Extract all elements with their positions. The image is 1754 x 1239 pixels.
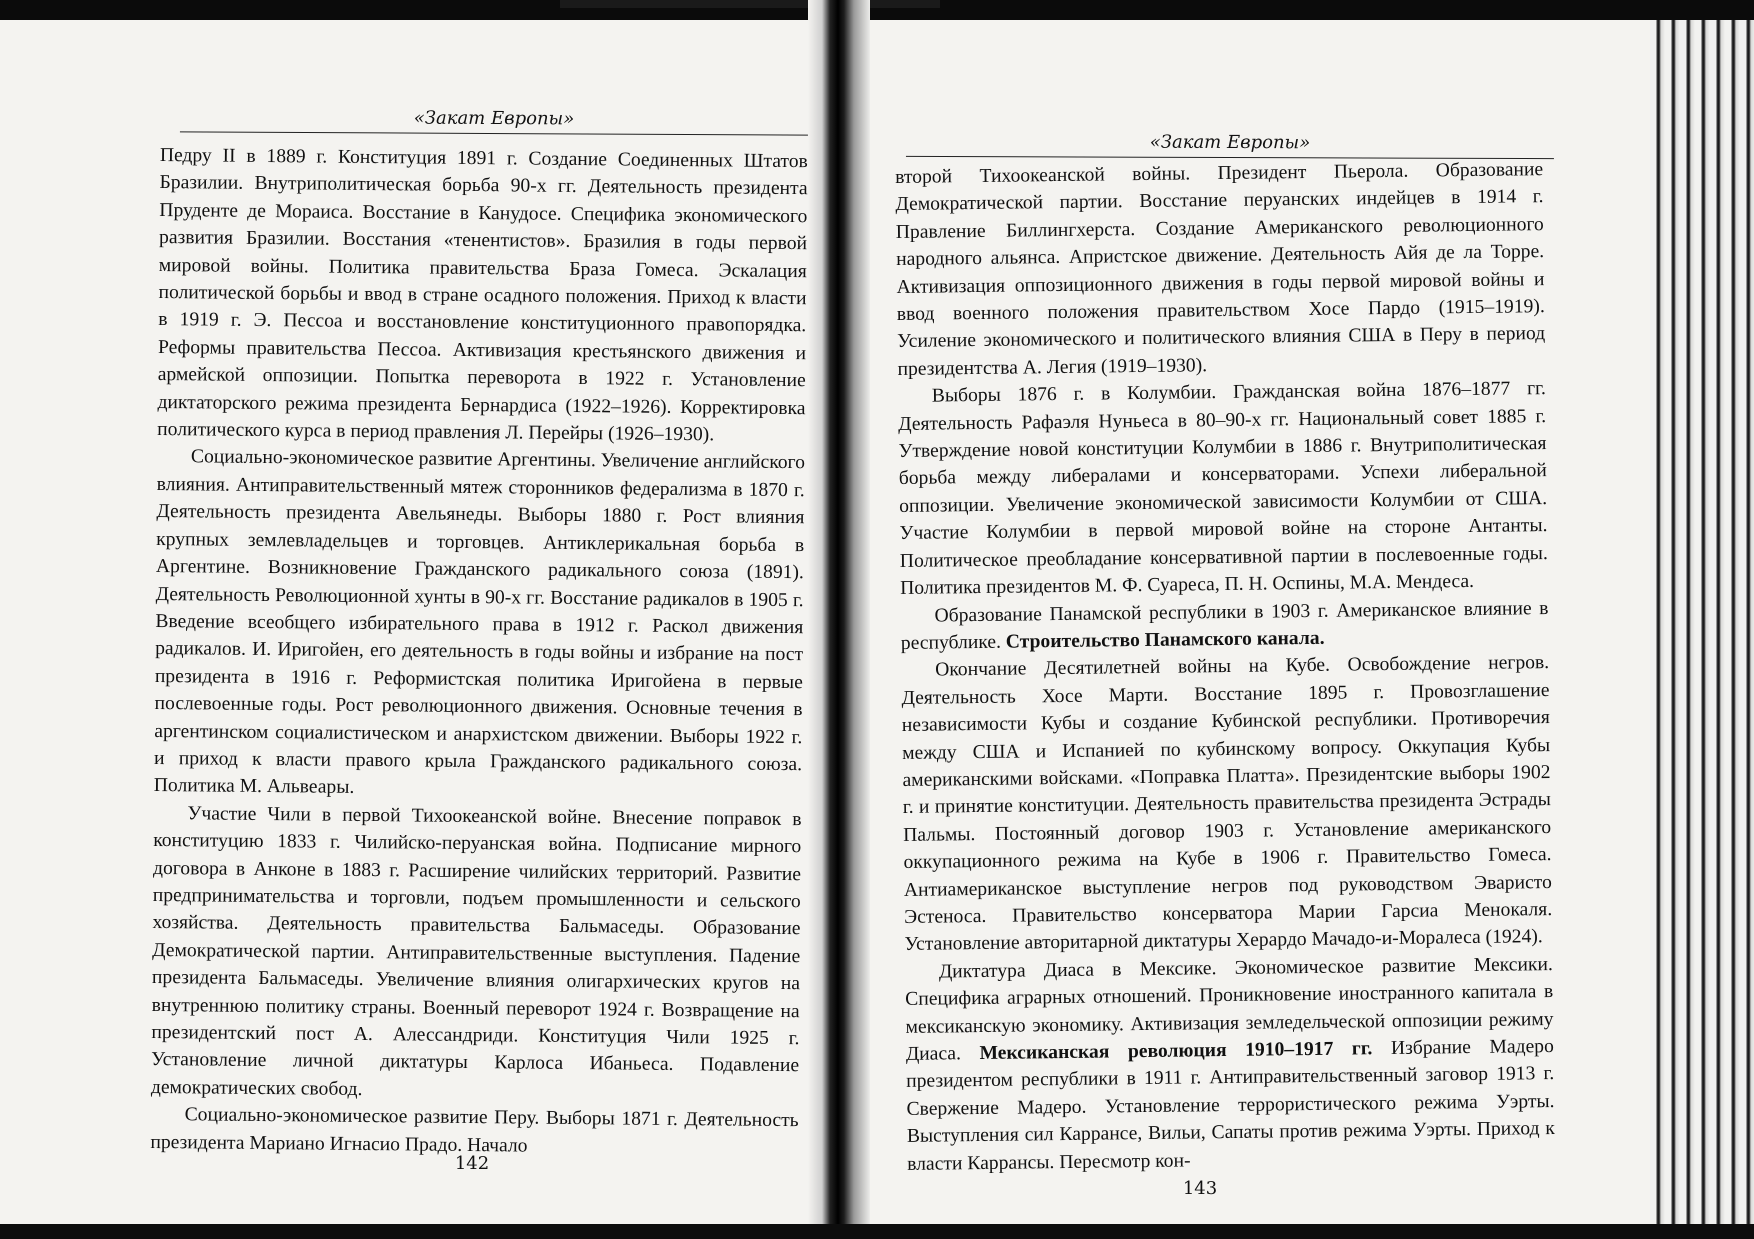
bold-topic: Мексиканская революция 1910–1917 гг. bbox=[979, 1038, 1373, 1065]
paragraph-text: Образование Панамской республики в 1903 г. Американское влияние в республике. bbox=[900, 597, 1549, 654]
page-number-left: 142 bbox=[454, 1153, 490, 1174]
page-edges bbox=[1650, 20, 1754, 1224]
bold-topic: Строительство Панамского канала. bbox=[1005, 627, 1325, 653]
scan-bottom-border bbox=[0, 1224, 1754, 1239]
paragraph: второй Тихоокеанской войны. Президент Пьерола. Образование Демократической партии. Восстание перуанских индейцев в 1914 г. Правление Биллингхерста. Создание Американского революционного народного альянса. Апристское движение. Деятельность Айя де ла Торре. Активизация оппозиционного движения в годы первой мировой войны и ввод военного положения правительством Хосе Пардо (1915–1919). Усиление экономического и политического влияния США в Перу в период президентства А. Легия (1919–1930). bbox=[895, 159, 1546, 380]
paragraph: Окончание Десятилетней войны на Кубе. Освобождение негров. Деятельность Хосе Марти. Восстание 1895 г. Провозглашение независимости Кубы и создание Кубинской республики. Противоречия между США и Испанией по кубинскому вопросу. Оккупация Кубы американскими войсками. «Поправка Платта». Президентские выборы 1902 г. и принятие конституции. Деятельность правительства президента Эстрады Пальмы. Постоянный договор 1903 г. Установление американского оккупационного режима на Кубе в 1906 г. Правительство Гомеса. Антиамериканское выступление негров под руководством Эваристо Эстеноса. Правительство консерватора Марии Гарсиа Менокаля. Установление авторитарной диктатуры Херардо Мачадо-и-Моралеса (1924). bbox=[901, 652, 1553, 956]
paragraph bbox=[905, 951, 1556, 1178]
paragraph: Социально-экономическое развитие Аргентины. Увеличение английского влияния. Антиправительственный мятеж сторонников федерализма в 1870 г. Деятельность президента Авельянеды. Выборы 1880 г. Рост влияния крупных землевладельцев и торговцев. Антиклерикальная борьба в Аргентине. Возникновение Гражданского радикального союза (1891). Деятельность Революционной хунты в 90-х гг. Восстание радикалов в 1905 г. Введение всеобщего избирательного права в 1912 г. Раскол движения радикалов. И. Иригойен, его деятельность в годы войны и избрание на пост президента в 1916 г. Реформистская политика Иригойена в первые послевоенные годы. Рост революционного движения. Основные течения в аргентинском социалистическом и анархистском движении. Выборы 1922 г. и приход к власти правого крыла Гражданского радикального союза. Политика М. Альвеары. bbox=[153, 446, 806, 799]
paragraph: Участие Чили в первой Тихоокеанской войне. Внесение поправок в конституцию 1833 г. Чилийско-перуанская война. Подписание мирного договора в Анконе в 1883 г. Расширение чилийских территорий. Развитие предпринимательства и торговли, подъем промышленности и сельского хозяйства. Деятельность правительства Бальмаседы. Образование Демократической партии. Антиправительственные выступления. Падение президента Бальмаседы. Увеличение влияния олигархических кругов на внутреннюю политику страны. Военный переворот 1924 г. Возвращение на президентский пост А. Алессандриди. Конституция Чили 1925 г. Установление личной диктатуры Карлоса Ибаньеса. Подавление демократических свобод. bbox=[150, 803, 802, 1100]
running-head-right: «Закат Европы» bbox=[906, 131, 1554, 159]
paragraph: Социально-экономическое развитие Перу. Выборы 1871 г. Деятельность президента Мариано Игнасио Прадо. Начало bbox=[150, 1104, 799, 1157]
paragraph: Педру II в 1889 г. Конституция 1891 г. Создание Соединенных Штатов Бразилии. Внутриполитическая борьба 90-х гг. Деятельность президента Пруденте де Мораиса. Восстание в Канудосе. Специфика экономического развития Бразилии. Восстания «тенентистов». Бразилия в годы первой мировой войны. Политика правительства Браза Гомеса. Эскалация политической борьбы и ввод в стране осадного положения. Приход к власти в 1919 г. Э. Пессоа и восстановление конституционного правопорядка. Реформы правительства Пессоа. Активизация крестьянского движения и армейской оппозиции. Попытка переворота в 1922 г. Установление диктаторского режима президента Бернардиса (1922–1926). Корректировка политического курса в период правления Л. Перейры (1926–1930). bbox=[157, 144, 808, 446]
paragraph-text: Диктатура Диаса в Мексике. Экономическое развитие Мексики. Специфика аграрных отношений. Проникновение иностранного капитала в мексиканскую экономику. Активизация земледельческой оппозиции режиму Диаса. bbox=[905, 953, 1554, 1065]
paragraph bbox=[900, 595, 1549, 658]
scan-top-shadow bbox=[560, 0, 940, 8]
left-page-text bbox=[150, 142, 808, 1162]
right-page-text bbox=[895, 156, 1555, 1178]
running-head-left: «Закат Европы» bbox=[180, 106, 808, 135]
paragraph: Выборы 1876 г. в Колумбии. Гражданская война 1876–1877 гг. Деятельность Рафаэля Нуньеса в 80–90-х гг. Национальный совет 1885 г. Утверждение новой конституции Колумбии в 1886 г. Внутриполитическая борьба между либералами и консерваторами. Успехи либеральной оппозиции. Увеличение экономической зависимости Колумбии от США. Участие Колумбии в первой мировой войне на стороне Антанты. Политическое преобладание консервативной партии в послевоенные годы. Политика президентов М. Ф. Суареса, П. Н. Оспины, М.А. Мендеса. bbox=[898, 378, 1548, 600]
paragraph-text: Избрание Мадеро президентом республики в 1911 г. Антиправительственный заговор 1913 г. Свержение Мадеро. Установление террористического режима Уэрты. Выступления сил Каррансе, Вильи, Сапаты против режима Уэрты. Приход к власти Каррансы. Пересмотр кон- bbox=[906, 1036, 1555, 1175]
book-spine bbox=[808, 0, 870, 1239]
page-number-right: 143 bbox=[1182, 1178, 1218, 1199]
